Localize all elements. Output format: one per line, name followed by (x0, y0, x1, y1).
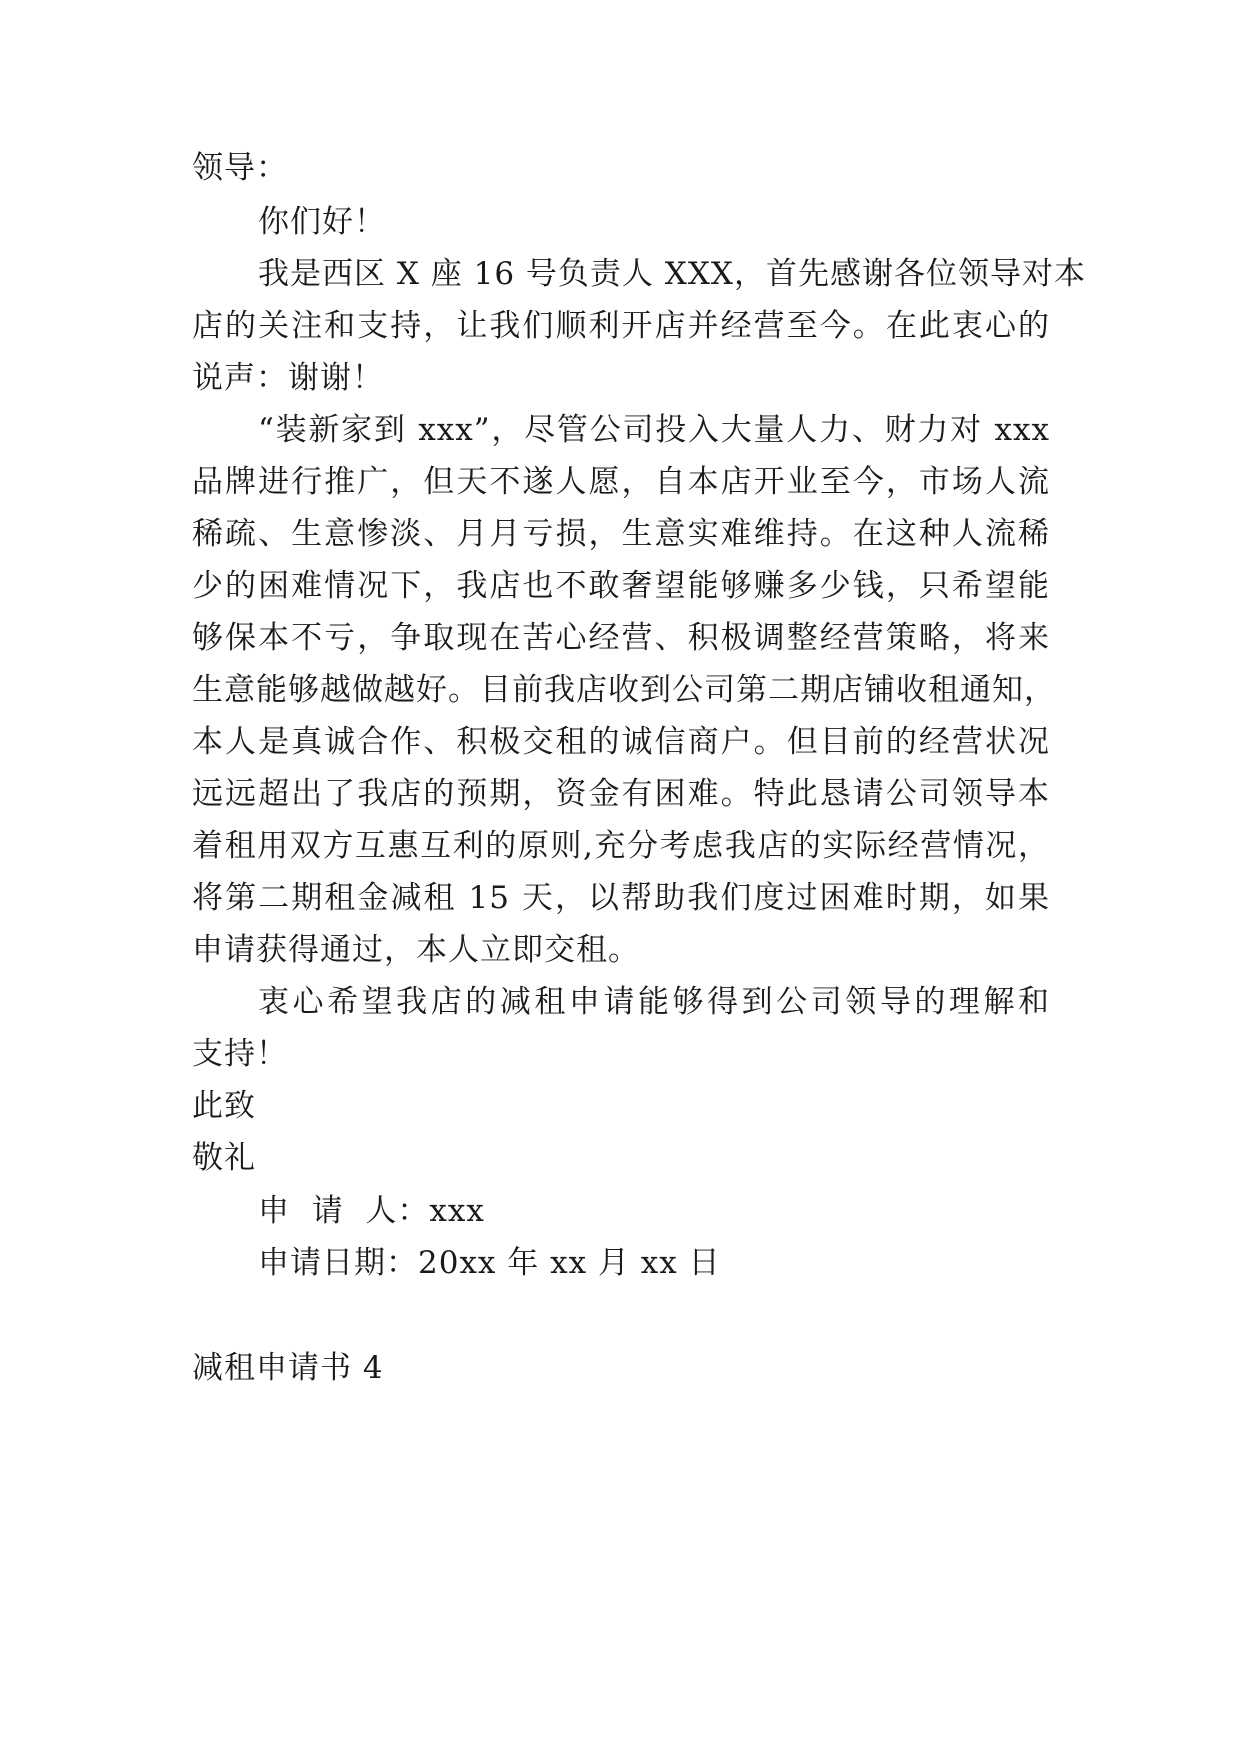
closing-line: 此致 (192, 1088, 256, 1124)
paragraph2-line: 生意能够越做越好。目前我店收到公司第二期店铺收租通知， (192, 672, 1056, 708)
applicant-line: 申 请 人：xxx (258, 1193, 485, 1229)
paragraph1-line: 说声：谢谢！ (192, 360, 384, 396)
paragraph1-line: 店的关注和支持，让我们顺利开店并经营至今。在此衷心的 (192, 308, 1050, 344)
paragraph2-line: 申请获得通过，本人立即交租。 (192, 932, 640, 968)
next-section-title: 减租申请书 4 (192, 1350, 384, 1386)
paragraph2-line: 将第二期租金减租 15 天，以帮助我们度过困难时期，如果 (192, 880, 1050, 916)
paragraph2-line: 品牌进行推广，但天不遂人愿，自本店开业至今，市场人流 (192, 464, 1050, 500)
paragraph3-line: 支持！ (192, 1036, 288, 1072)
paragraph2-line: 本人是真诚合作、积极交租的诚信商户。但目前的经营状况 (192, 724, 1050, 760)
paragraph2-line: 着租用双方互惠互利的原则,充分考虑我店的实际经营情况， (192, 828, 1050, 864)
closing-line: 敬礼 (192, 1140, 256, 1176)
paragraph2-line: “装新家到 xxx”，尽管公司投入大量人力、财力对 xxx (258, 412, 1050, 448)
date-line: 申请日期：20xx 年 xx 月 xx 日 (258, 1245, 721, 1281)
salutation: 领导： (192, 150, 288, 186)
paragraph2-line: 少的困难情况下，我店也不敢奢望能够赚多少钱，只希望能 (192, 568, 1050, 604)
paragraph2-line: 远远超出了我店的预期，资金有困难。特此恳请公司领导本 (192, 776, 1050, 812)
paragraph2-line: 稀疏、生意惨淡、月月亏损，生意实难维持。在这种人流稀 (192, 516, 1050, 552)
paragraph1-line: 我是西区 X 座 16 号负责人 XXX，首先感谢各位领导对本 (258, 256, 1086, 292)
paragraph2-line: 够保本不亏，争取现在苦心经营、积极调整经营策略，将来 (192, 620, 1050, 656)
greeting: 你们好！ (258, 204, 386, 240)
paragraph3-line: 衷心希望我店的减租申请能够得到公司领导的理解和 (258, 984, 1050, 1020)
